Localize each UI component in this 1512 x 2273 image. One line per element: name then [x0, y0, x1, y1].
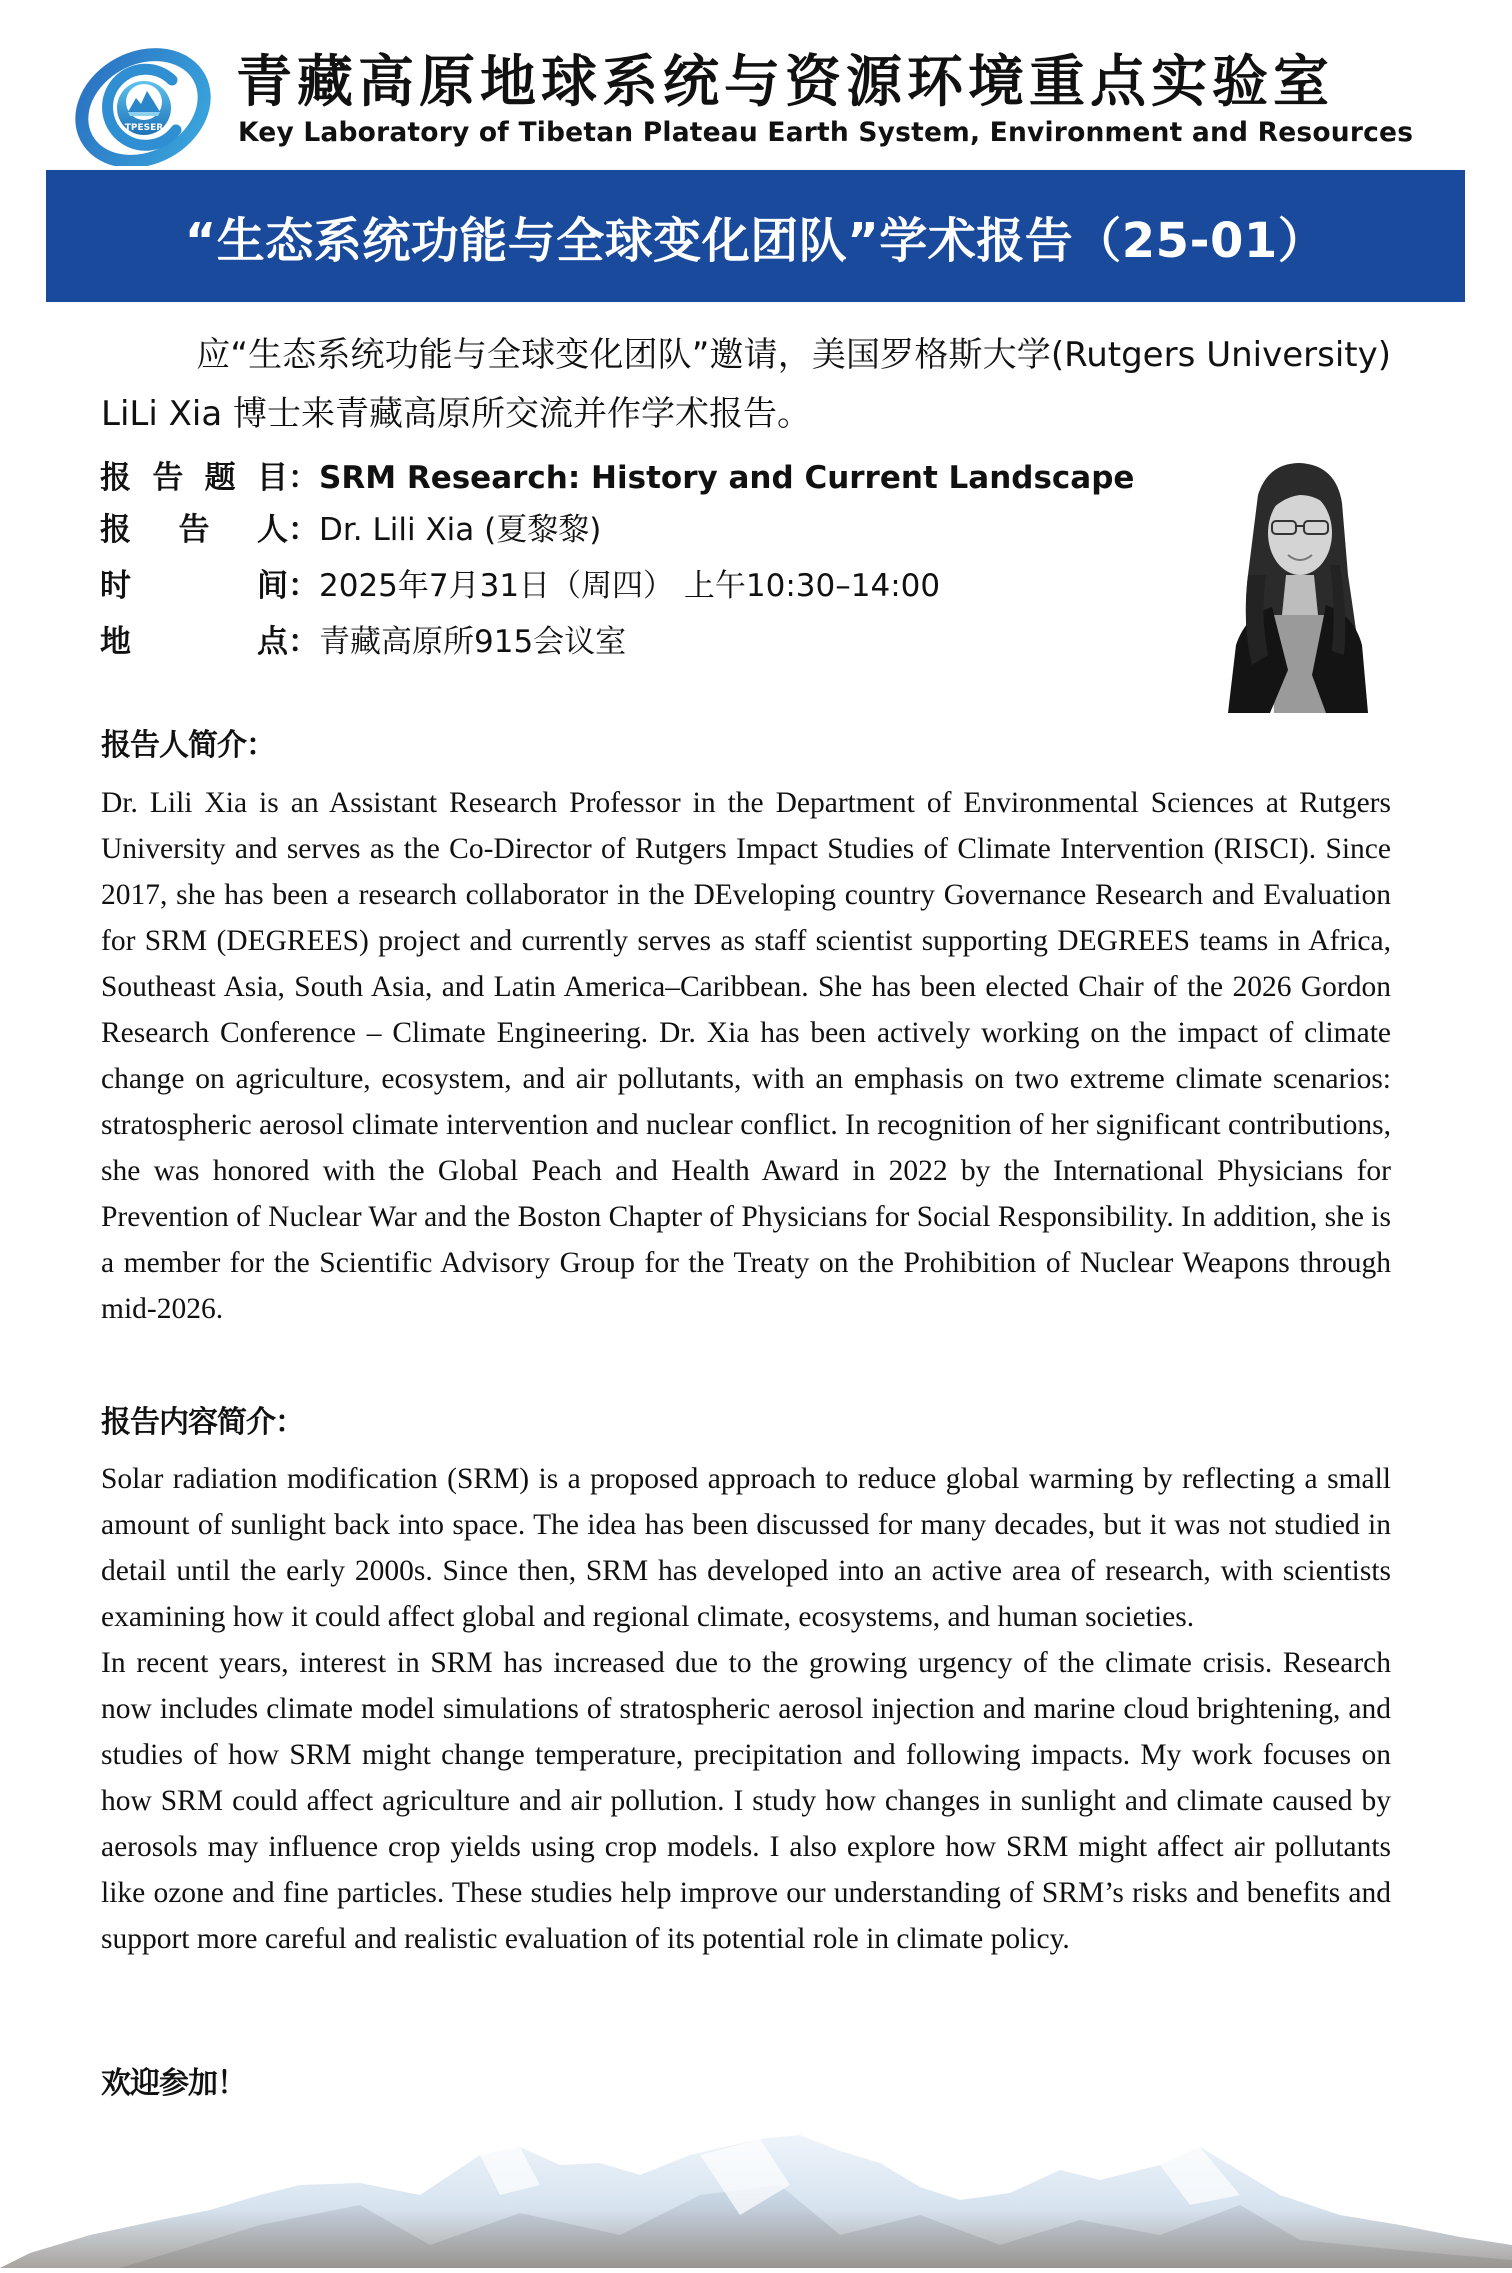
label-char: 报 [100, 460, 131, 496]
svg-text:TPESER: TPESER [124, 123, 164, 133]
label-char: 告 [178, 512, 210, 548]
info-label-time [100, 560, 288, 605]
info-row-speaker [100, 504, 1200, 554]
abstract-body [101, 1456, 1391, 1962]
label-char: 间 [257, 568, 288, 604]
label-colon: ： [288, 460, 319, 496]
label-colon: ： [288, 568, 319, 604]
lab-name-chinese: 青藏高原地球系统与资源环境重点实验室 [236, 50, 1334, 115]
label-char: 目 [256, 460, 288, 496]
label-char: 时 [100, 568, 131, 604]
title-banner [46, 170, 1465, 302]
talk-title: SRM Research: History and Current Landscape [319, 460, 1135, 496]
talk-location: 青藏高原所915会议室 [319, 624, 627, 660]
tpeser-logo-icon [72, 46, 214, 166]
label-char: 人 [257, 512, 288, 548]
info-label-speaker [100, 504, 288, 549]
speaker-photo [1208, 455, 1388, 713]
label-char: 点 [257, 624, 288, 660]
info-row-time [100, 560, 1200, 610]
abstract-heading: 报告内容简介： [101, 1405, 304, 1440]
lab-name-english: Key Laboratory of Tibetan Plateau Earth System, Environment and Resources [238, 117, 1414, 148]
bio-heading: 报告人简介： [101, 728, 275, 763]
abstract-paragraph: In recent years, interest in SRM has increased due to the growing urgency of the climate crisis. Research now includes climate model simulations of stratospheric aerosol injection and marine cloud brightening, and studies of how SRM might change temperature, precipitation and following impacts. My work focuses on how SRM could affect agriculture and air pollution. I study how changes in sunlight and climate caused by aerosols may influence crop yields using crop models. I also explore how SRM might affect air pollutants like ozone and fine particles. These studies help improve our understanding of SRM’s risks and benefits and support more careful and realistic evaluation of its potential role in climate policy. [101, 1647, 1391, 1955]
info-row-title [100, 452, 1200, 502]
welcome-text: 欢迎参加！ [101, 2066, 246, 2101]
label-colon: ： [288, 624, 319, 660]
label-char: 地 [100, 624, 131, 660]
info-row-place [100, 616, 1200, 666]
talk-time: 2025年7月31日（周四） 上午10:30–14:00 [319, 568, 941, 604]
bio-body [101, 780, 1391, 1332]
abstract-paragraph: Solar radiation modification (SRM) is a proposed approach to reduce global warming by reflecting a small amount of sunlight back into space. The idea has been discussed for many decades, but it was not studied in detail until the early 2000s. Since then, SRM has developed into an active area of research, with scientists examining how it could affect global and regional climate, ecosystems, and human societies. [101, 1463, 1391, 1633]
label-char: 报 [100, 512, 131, 548]
banner-title: “生态系统功能与全球变化团队”学术报告（25-01） [184, 212, 1327, 269]
snow-mountains-icon [0, 2125, 1512, 2268]
info-label-place [100, 616, 288, 661]
label-char: 告 [152, 460, 184, 496]
info-label-title [100, 452, 288, 497]
speaker-name: Dr. Lili Xia (夏黎黎) [319, 512, 602, 548]
label-char: 题 [204, 460, 236, 496]
bio-paragraph: Dr. Lili Xia is an Assistant Research Professor in the Department of Environmental Sciences at Rutgers University and serves as the Co-Director of Rutgers Impact Studies of Climate Intervention (RISCI). Since 2017, she has been a research collaborator in the DEveloping country Governance Research and Evaluation for SRM (DEGREES) project and currently serves as staff scientist supporting DEGREES teams in Africa, Southeast Asia, South Asia, and Latin America–Caribbean. She has been elected Chair of the 2026 Gordon Research Conference – Climate Engineering. Dr. Xia has been actively working on the impact of climate change on agriculture, ecosystem, and air pollutants, with an emphasis on two extreme climate scenarios: stratospheric aerosol climate intervention and nuclear conflict. In recognition of her significant contributions, she was honored with the Global Peach and Health Award in 2022 by the International Physicians for Prevention of Nuclear War and the Boston Chapter of Physicians for Social Responsibility. In addition, she is a member for the Scientific Advisory Group for the Treaty on the Prohibition of Nuclear Weapons through mid-2026. [101, 787, 1391, 1325]
intro-paragraph: 应“生态系统功能与全球变化团队”邀请，美国罗格斯大学(Rutgers University) LiLi Xia 博士来青藏高原所交流并作学术报告。 [101, 335, 1391, 434]
label-colon: ： [288, 512, 319, 548]
